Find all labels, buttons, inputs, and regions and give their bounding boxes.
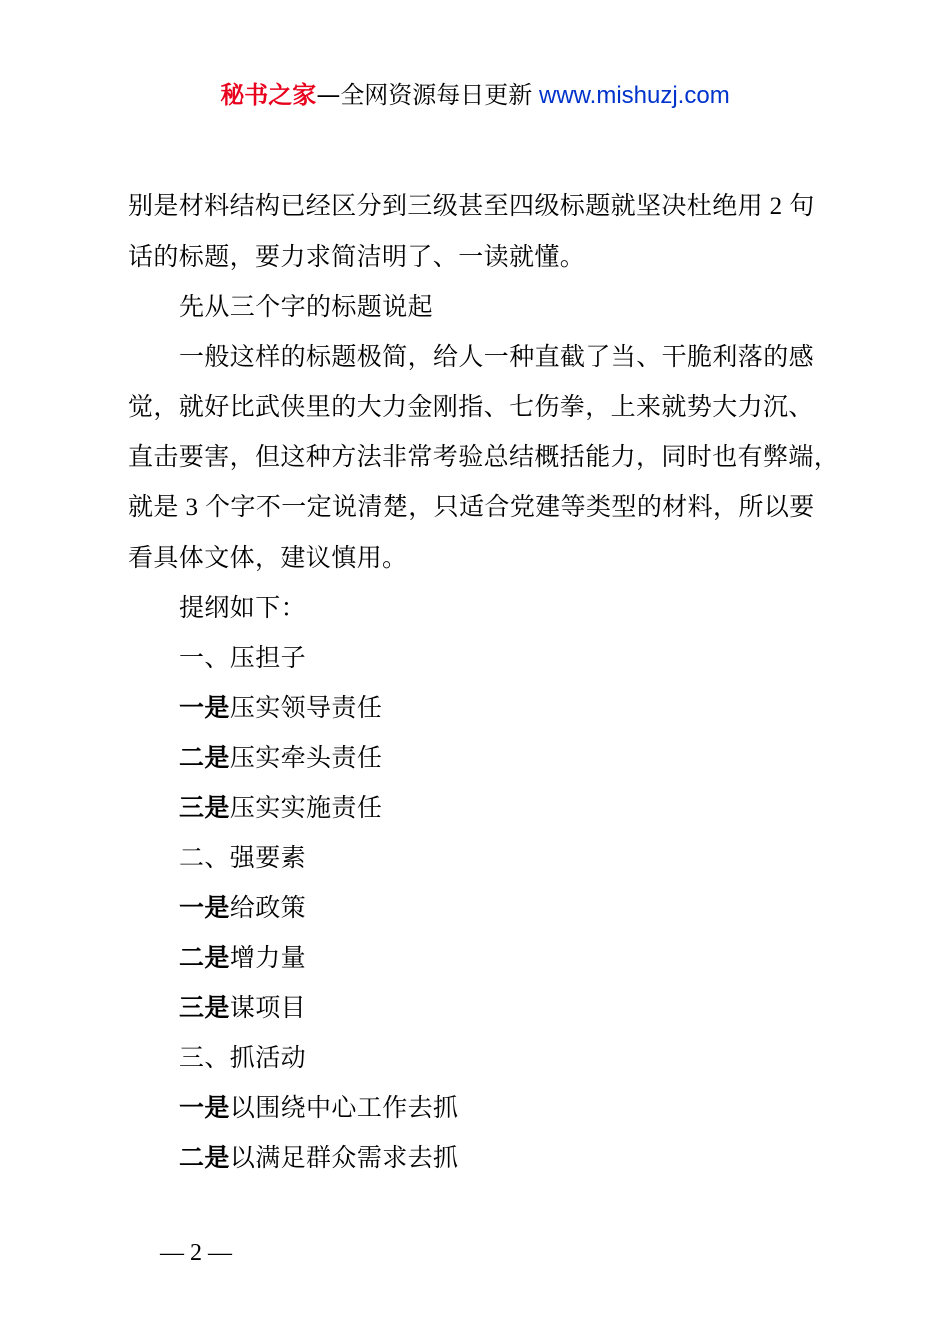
paragraph-line: 看具体文体，建议慎用。 <box>128 543 408 572</box>
paragraph-line: 一般这样的标题极简，给人一种直截了当、干脆利落的感 <box>179 342 815 371</box>
item-text: 增力量 <box>229 943 307 972</box>
item-lead: 一是 <box>179 693 230 722</box>
paragraph-line <box>128 181 858 232</box>
outline-section-title: 一、压担子 <box>179 643 307 672</box>
section-heading: 先从三个字的标题说起 <box>179 292 434 321</box>
document-body <box>128 181 858 1183</box>
outline-item <box>128 983 858 1033</box>
number-run: 3 <box>178 494 206 521</box>
outline-item <box>128 733 858 783</box>
header-slogan: —全网资源每日更新 <box>316 81 533 109</box>
item-text: 压实领导责任 <box>229 693 383 722</box>
item-text: 给政策 <box>229 893 307 922</box>
item-lead: 二是 <box>179 943 230 972</box>
header-url[interactable]: www.mishuzj.com <box>532 82 730 109</box>
outline-item <box>128 933 858 983</box>
item-lead: 一是 <box>179 893 230 922</box>
outline-item <box>128 683 858 733</box>
paragraph-line: 觉，就好比武侠里的大力金刚指、七伤拳，上来就势大力沉、 <box>128 392 814 421</box>
paragraph-line <box>128 482 858 533</box>
item-text: 压实牵头责任 <box>229 743 383 772</box>
page-header <box>0 78 950 113</box>
item-lead: 三是 <box>179 993 230 1022</box>
text-run: 个字不一定说清楚，只适合党建等类型的材料，所以要 <box>205 492 815 521</box>
outline-item <box>128 783 858 833</box>
outline-intro: 提纲如下： <box>179 593 307 622</box>
text-run: 句 <box>789 191 815 220</box>
text-run: 就是 <box>128 492 179 521</box>
outline-item <box>128 883 858 933</box>
number-run: 2 <box>763 193 790 220</box>
item-lead: 二是 <box>179 1143 230 1172</box>
item-lead: 二是 <box>179 743 230 772</box>
outline-item <box>128 1133 858 1183</box>
text-run: 别是材料结构已经区分到三级甚至四级标题就坚决杜绝用 <box>128 191 764 220</box>
paragraph-line: 话的标题，要力求简洁明了、一读就懂。 <box>128 242 586 271</box>
paragraph-line: 直击要害，但这种方法非常考验总结概括能力，同时也有弊端， <box>128 442 840 471</box>
item-text: 以满足群众需求去抓 <box>229 1143 459 1172</box>
outline-section-title: 三、抓活动 <box>179 1043 307 1072</box>
outline-item <box>128 1083 858 1133</box>
item-lead: 一是 <box>179 1093 230 1122</box>
outline-section-title: 二、强要素 <box>179 843 307 872</box>
header-brand: 秘书之家 <box>220 81 317 109</box>
item-text: 压实实施责任 <box>229 793 383 822</box>
page-number: — 2 — <box>160 1240 232 1266</box>
item-text: 谋项目 <box>229 993 307 1022</box>
item-lead: 三是 <box>179 793 230 822</box>
item-text: 以围绕中心工作去抓 <box>229 1093 459 1122</box>
